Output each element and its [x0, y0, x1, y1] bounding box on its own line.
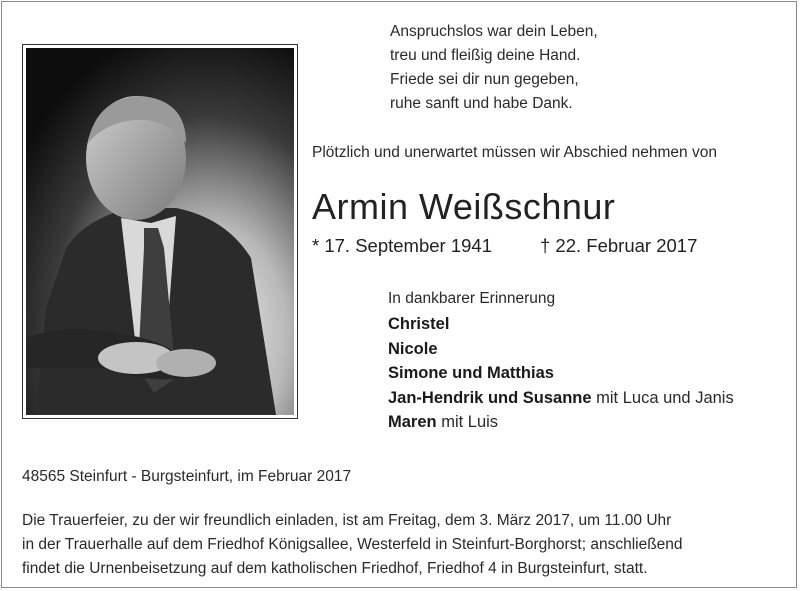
funeral-info-line: in der Trauerhalle auf dem Friedhof Königsallee, Westerfeld in Steinfurt-Borghorst; anschließend	[22, 536, 683, 553]
mourner-item	[388, 312, 734, 337]
mourner-name: Nicole	[388, 339, 438, 358]
intro-text: Plötzlich und unerwartet müssen wir Abschied nehmen von	[312, 144, 717, 161]
poem-line: ruhe sanft und habe Dank.	[390, 95, 573, 112]
poem	[390, 20, 598, 116]
poem-line: treu und fleißig deine Hand.	[390, 47, 581, 64]
mourner-item	[388, 337, 734, 362]
death-date: † 22. Februar 2017	[540, 235, 698, 256]
mourners-list	[388, 312, 734, 435]
mourner-item	[388, 386, 734, 411]
mourner-name: Jan-Hendrik und Susanne	[388, 388, 592, 407]
birth-date: * 17. September 1941	[312, 235, 492, 256]
mourner-name: Christel	[388, 315, 450, 333]
mourner-extra: mit Luca und Janis	[591, 388, 734, 407]
funeral-info	[22, 509, 782, 581]
mourner-item	[388, 410, 734, 435]
place-date: 48565 Steinfurt - Burgsteinfurt, im Februar 2017	[22, 468, 352, 485]
mourners-heading: In dankbarer Erinnerung	[388, 290, 556, 307]
funeral-info-line: Die Trauerfeier, zu der wir freundlich einladen, ist am Freitag, dem 3. März 2017, um 11.00 Uhr	[22, 512, 672, 529]
deceased-name: Armin Weißschnur	[312, 186, 616, 227]
mourner-name: Maren	[388, 413, 437, 431]
portrait-photo-icon	[26, 48, 294, 415]
poem-line: Anspruchslos war dein Leben,	[390, 23, 598, 40]
mourner-extra: mit Luis	[436, 413, 499, 431]
mourner-item	[388, 361, 734, 386]
mourner-name: Simone und Matthias	[388, 364, 554, 382]
poem-line: Friede sei dir nun gegeben,	[390, 71, 579, 88]
portrait-photo	[22, 44, 298, 419]
life-dates	[312, 235, 697, 257]
funeral-info-line: findet die Urnenbeisetzung auf dem katholischen Friedhof, Friedhof 4 in Burgsteinfurt, statt.	[22, 560, 648, 577]
